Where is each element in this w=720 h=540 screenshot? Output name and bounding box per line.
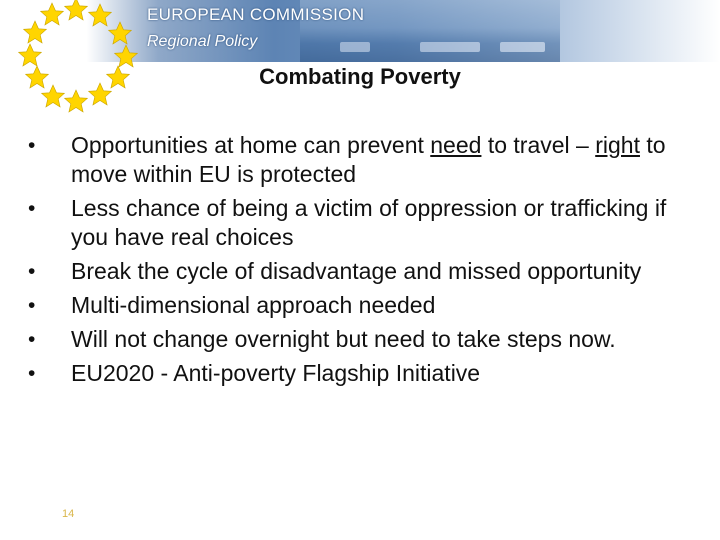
bullet-text: Will not change overnight but need to take steps now. bbox=[71, 326, 616, 352]
bullet-text: to move within EU is protected bbox=[71, 132, 666, 187]
bullet-text: Less chance of being a victim of oppression or trafficking if you have real choices bbox=[71, 195, 667, 250]
bullet-item bbox=[26, 325, 696, 354]
bullet-text: to travel – bbox=[481, 132, 596, 158]
slide-title-text: Combating Poverty bbox=[259, 64, 461, 89]
bullet-item bbox=[26, 257, 696, 286]
bullet-item bbox=[26, 291, 696, 320]
boat-shape bbox=[340, 42, 370, 52]
bullet-list bbox=[26, 131, 696, 393]
slide-title bbox=[0, 64, 720, 90]
directorate-name: Regional Policy bbox=[147, 33, 258, 50]
bullet-dot-icon: • bbox=[28, 362, 36, 385]
organisation-name: EUROPEAN COMMISSION bbox=[147, 5, 365, 24]
boat-shape bbox=[500, 42, 545, 52]
bullet-item bbox=[26, 194, 696, 252]
boat-shape bbox=[420, 42, 480, 52]
bullet-text: Opportunities at home can prevent bbox=[71, 132, 431, 158]
bullet-dot-icon: • bbox=[28, 134, 36, 157]
bullet-item bbox=[26, 131, 696, 189]
page-number: 14 bbox=[62, 508, 75, 520]
bullet-dot-icon: • bbox=[28, 260, 36, 283]
underlined-text: need bbox=[430, 132, 482, 158]
bullet-text: EU2020 - Anti-poverty Flagship Initiative bbox=[71, 360, 481, 386]
bullet-item bbox=[26, 359, 696, 388]
eu-flag-stars-icon bbox=[0, 0, 150, 120]
bullet-text: Break the cycle of disadvantage and missed opportunity bbox=[71, 258, 642, 284]
bullet-dot-icon: • bbox=[28, 197, 36, 220]
bullet-text: Multi-dimensional approach needed bbox=[71, 292, 436, 318]
bullet-dot-icon: • bbox=[28, 328, 36, 351]
underlined-text: right bbox=[595, 132, 640, 158]
bullet-dot-icon: • bbox=[28, 294, 36, 317]
